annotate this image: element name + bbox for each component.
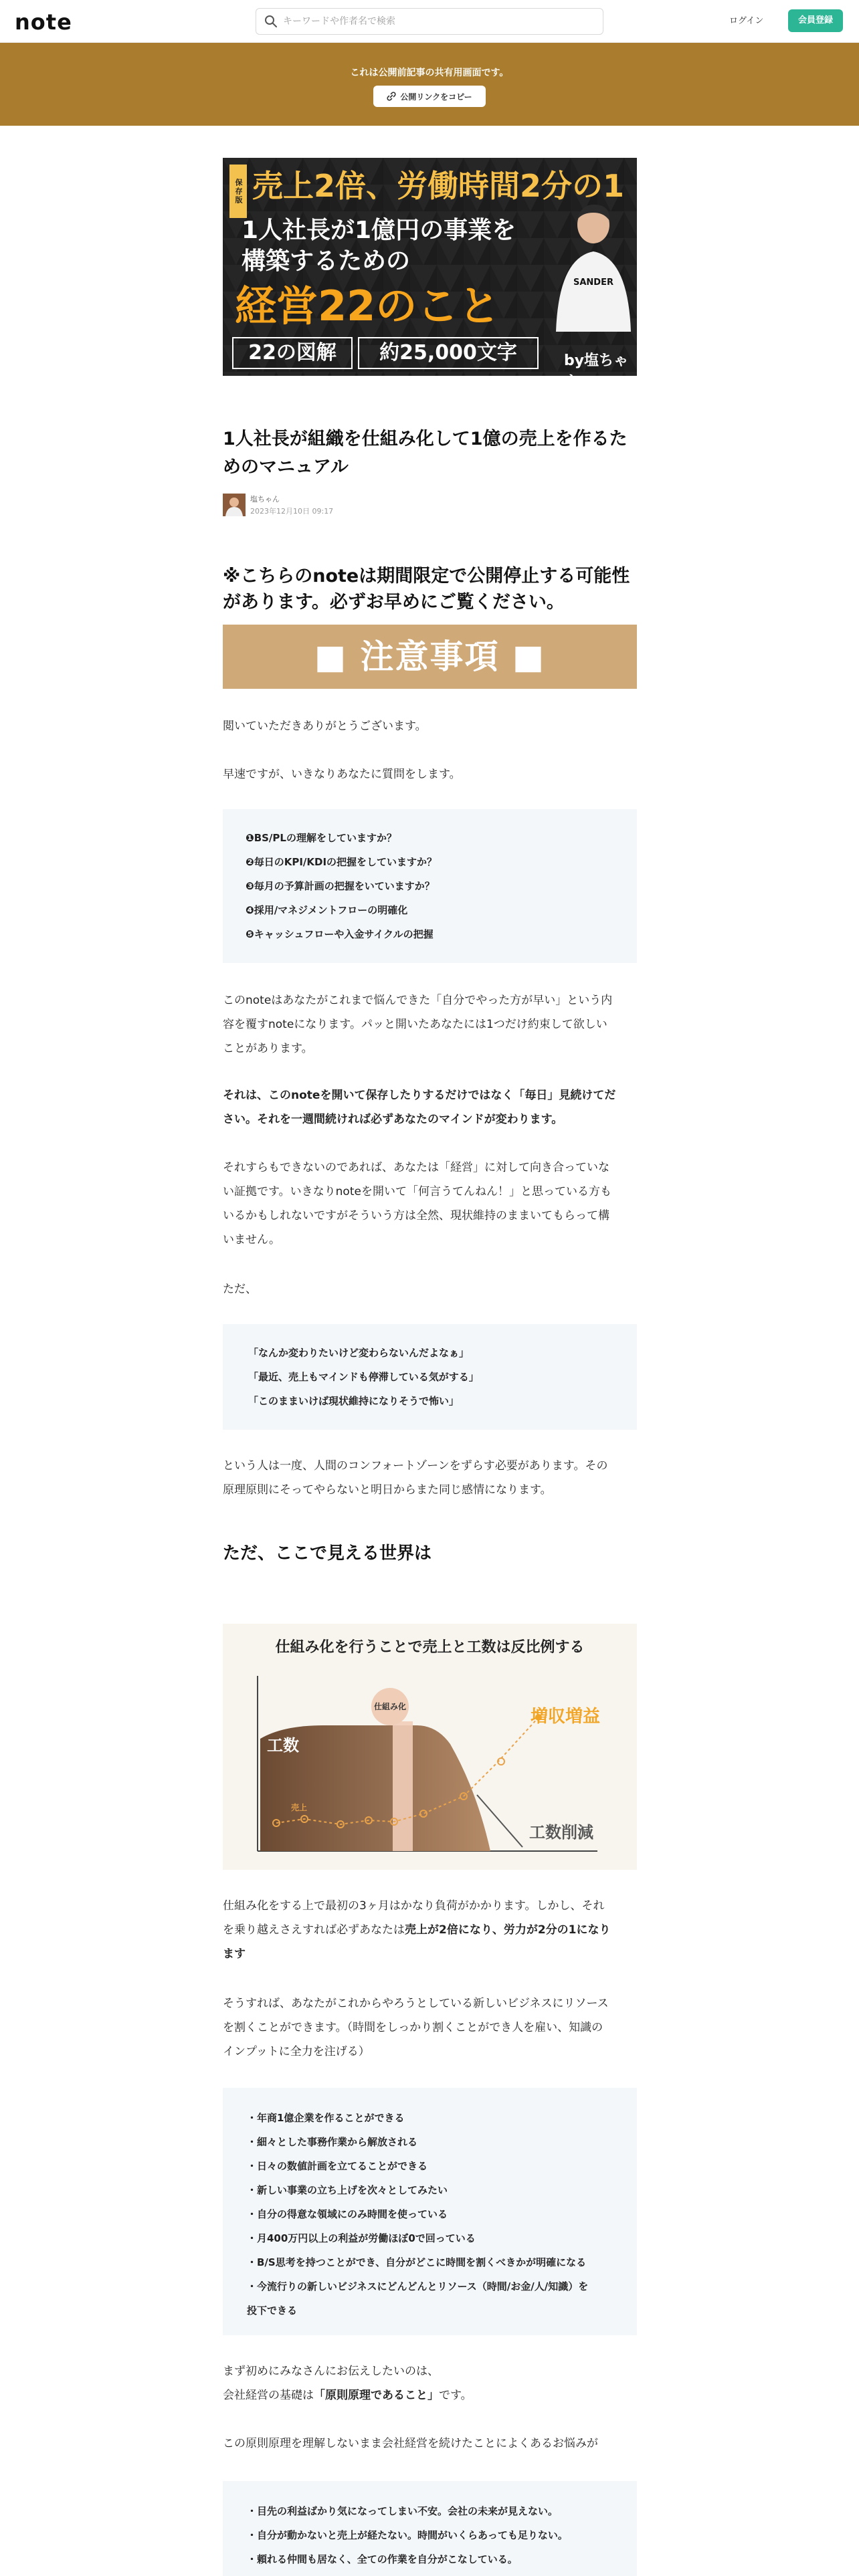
text-line: このnoteはあなたがこれまで悩んできた「自分でやった方が早い」という内 (223, 994, 613, 1007)
question-item: ❹採用/マネジメントフローの明確化 (246, 904, 408, 916)
section-heading-world: ただ、ここで見える世界は (223, 1543, 432, 1564)
notice-heading: ※こちらのnoteは期間限定で公開停止する可能性があります。必ずお早めにご覧ください。 (223, 566, 630, 613)
text-line: さい。それを一週間続ければ必ずあなたのマインドが変わります。 (223, 1113, 563, 1126)
text-emphasis: 売上が2倍になり、労力が2分の1になり (405, 1923, 611, 1937)
text-line: インプットに全力を注げる） (223, 2045, 370, 2058)
site-header (0, 0, 859, 43)
structure-diagram-image (223, 1624, 637, 1870)
hero-byline: by塩ちゃん (564, 352, 629, 390)
avatar-image (223, 494, 246, 516)
paragraph-principle (223, 2359, 637, 2407)
benefit-item: 投下できる (247, 2304, 298, 2317)
text-line: を乗り越えさえすれば必ずあなたは (223, 1923, 405, 1937)
eyecatch-image (223, 158, 637, 390)
hero-stat-figures: 22の図解 (232, 337, 353, 369)
benefit-item: ・日々の数値計画を立てることができる (247, 2160, 428, 2172)
worries-list-box (223, 2481, 637, 2576)
text-line: という人は一度、人間のコンフォートゾーンをずらす必要があります。その (223, 1459, 608, 1473)
text-line: を割くことができます。（時間をしっかり割くことができ人を雇い、知識の (223, 2021, 603, 2034)
author-name[interactable]: 塩ちゃん (250, 495, 280, 504)
paragraph-three-months (223, 1894, 637, 1966)
text-line: 容を覆すnoteになります。パッと開いたあなたには1つだけ約束して欲しい (223, 1018, 607, 1031)
hero-headline: 売上2倍、労働時間2分の1 (252, 168, 625, 204)
diagram-sales-label: 売上 (291, 1803, 308, 1812)
copy-link-button[interactable] (373, 86, 486, 107)
hero-subline-1: 1人社長が1億円の事業を (242, 217, 516, 244)
article-title: 1人社長が組織を仕組み化して1億の売上を作るためのマニュアル (223, 429, 628, 477)
paragraph-resources (223, 1992, 637, 2064)
quote-item: 「最近、売上もマインドも停滞している気がする」 (248, 1371, 479, 1383)
benefit-item: ・新しい事業の立ち上げを次々としてみたい (247, 2184, 448, 2196)
search-box[interactable] (256, 8, 603, 35)
paragraph-thanks: 閲いていただきありがとうございます。 (223, 720, 427, 733)
author-photo (549, 198, 632, 332)
text-line: です。 (439, 2389, 472, 2402)
benefit-item: ・月400万円以上の利益が労働ほぼ0で回っている (247, 2232, 476, 2244)
paragraph-comfort-zone (223, 1454, 637, 1502)
worry-item: ・目先の利益ばかり気になってしまい不安。会社の未来が見えない。 (247, 2505, 559, 2517)
paragraph-daily-reading (223, 1083, 637, 1132)
text-line: 会社経営の基礎は (223, 2389, 314, 2402)
hero-stat-characters: 約25,000文字 (358, 337, 539, 369)
paragraph-management (223, 1156, 637, 1252)
notice-banner-image: ■ 注意事項 ■ (223, 625, 637, 689)
benefit-item: ・B/S思考を持つことができ、自分がどこに時間を割くべきかが明確になる (247, 2256, 587, 2268)
question-list-box (223, 809, 637, 963)
paragraph-promise (223, 988, 637, 1061)
benefits-list-box (223, 2088, 637, 2335)
hero-main-title: 経営22のこと (235, 282, 500, 330)
text-emphasis: 「原則原理であること」 (314, 2389, 439, 2402)
text-line: ことがあります。 (223, 1042, 313, 1055)
diagram-increase-label: 増収増益 (531, 1707, 601, 1727)
signup-button[interactable]: 会員登録 (788, 9, 843, 32)
quote-item: 「このままいけば現状維持になりそうで怖い」 (248, 1395, 460, 1407)
share-banner-text: これは公開前記事の共有用画面です。 (350, 68, 509, 78)
author-avatar[interactable] (223, 494, 246, 516)
paragraph-common-worries: この原則原理を理解しないまま会社経営を続けたことによくあるお悩みが (223, 2437, 598, 2450)
link-icon (387, 92, 396, 101)
text-line: い証拠です。いきなりnoteを開いて「何言うてんねん！」と思っている方も (223, 1185, 611, 1198)
worry-item: ・頼れる仲間も居なく、全ての作業を自分がこなしている。 (247, 2553, 518, 2565)
text-line: 仕組み化をする上で最初の3ヶ月はかなり負荷がかかります。しかし、それ (223, 1899, 605, 1913)
benefit-item: ・細々とした事務作業から解放される (247, 2136, 418, 2148)
text-line: それすらもできないのであれば、あなたは「経営」に対して向き合っていな (223, 1161, 609, 1174)
quote-item: 「なんか変わりたいけど変わらないんだよなぁ」 (248, 1347, 470, 1359)
quote-list-box (223, 1324, 637, 1430)
benefit-item: ・今流行りの新しいビジネスにどんどんとリソース（時間/お金/人/知識）を (247, 2280, 589, 2292)
share-preview-banner (0, 43, 859, 126)
note-logo[interactable]: note (15, 9, 72, 35)
hero-subline-2: 構築するための (242, 247, 411, 275)
diagram-title: 仕組み化を行うことで売上と工数は反比例する (275, 1639, 585, 1656)
text-line: いません。 (223, 1233, 281, 1247)
text-line: まず初めにみなさんにお伝えしたいのは、 (223, 2365, 439, 2378)
question-item: ❶BS/PLの理解をしていますか？ (246, 832, 397, 844)
post-date: 2023年12月10日 09:17 (250, 507, 334, 516)
copy-link-label: 公開リンクをコピー (400, 92, 472, 102)
search-icon (264, 15, 278, 28)
benefit-item: ・年商1億企業を作ることができる (247, 2112, 405, 2124)
login-link[interactable]: ログイン (729, 16, 764, 26)
question-item: ❷毎日のKPI/KDIの把握をしていますか？ (246, 856, 438, 868)
diagram-workload-label: 工数 (267, 1736, 299, 1755)
shirt-text: SANDER (573, 278, 613, 288)
text-line: いるかもしれないですがそういう方は全然、現状維持のままいてもらって構 (223, 1209, 609, 1222)
benefit-item: ・自分の得意な領域にのみ時間を使っている (247, 2208, 448, 2220)
paragraph-however: ただ、 (223, 1283, 257, 1296)
worry-item: ・自分が動かないと売上が経たない。時間がいくらあっても足りない。 (247, 2529, 568, 2541)
paragraph-question-intro: 早速ですが、いきなりあなたに質問をします。 (223, 768, 461, 781)
text-line: 原理原則にそってやらないと明日からまた同じ感情になります。 (223, 1483, 552, 1497)
text-line: そうすれば、あなたがこれからやろうとしている新しいビジネスにリソース (223, 1997, 609, 2010)
text-line: それは、このnoteを開いて保存したりするだけではなく「毎日」見続けてだ (223, 1089, 616, 1102)
question-item: ❺キャッシュフローや入金サイクルの把握 (246, 928, 434, 940)
text-emphasis: ます (223, 1947, 246, 1961)
diagram-mechanism-label: 仕組み化 (371, 1688, 409, 1725)
diagram-reduce-label: 工数削減 (529, 1823, 593, 1842)
question-item: ❸毎月の予算計画の把握をいていますか？ (246, 880, 435, 892)
hero-badge: 保存版 (229, 165, 247, 218)
search-input[interactable] (283, 9, 597, 34)
